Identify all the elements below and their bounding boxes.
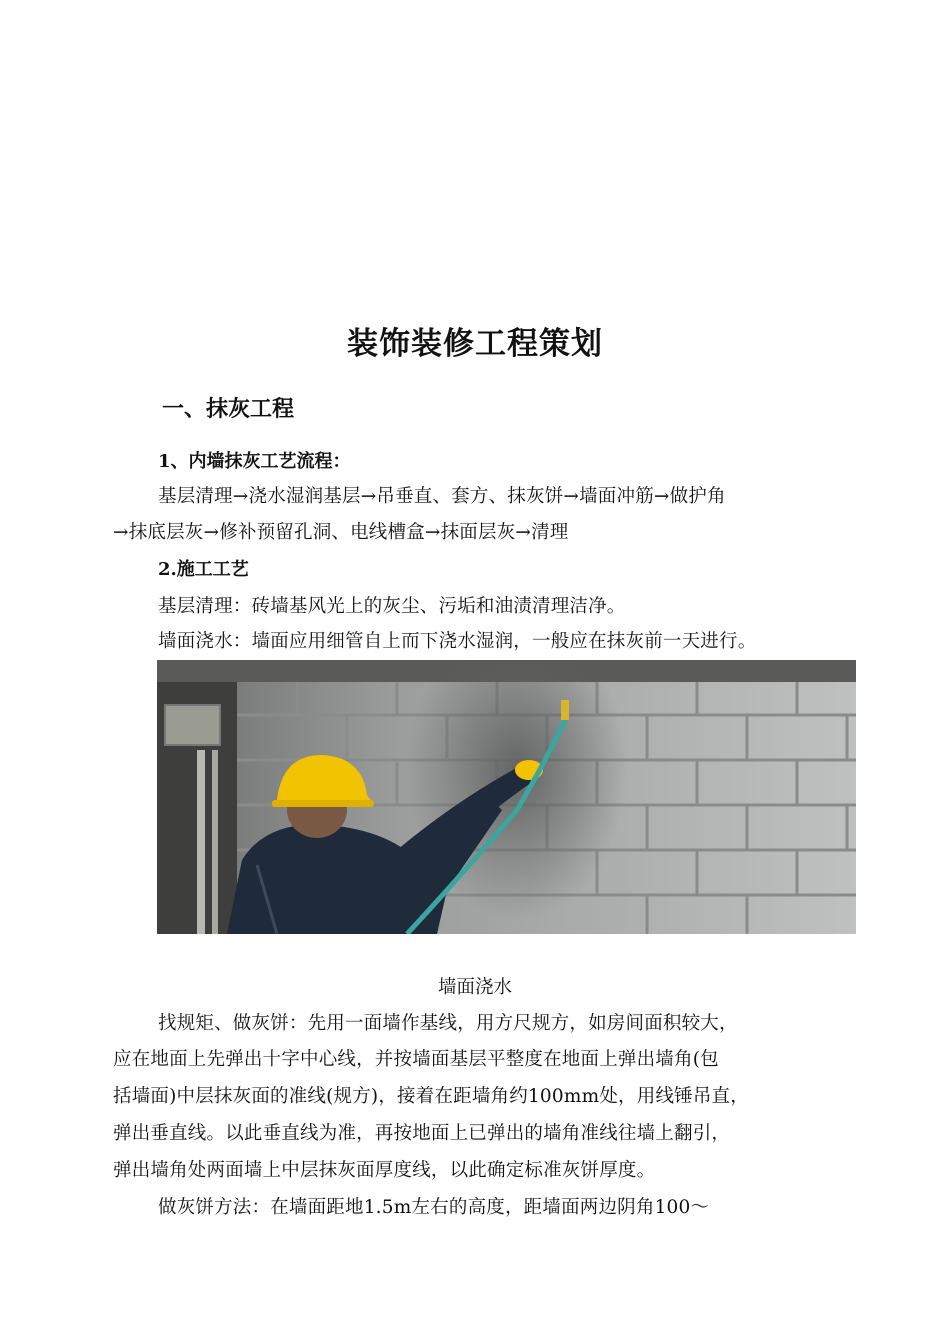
wall-watering-photo xyxy=(157,660,856,934)
paragraph-leveling-line-3: 括墙面)中层抹灰面的准线(规方)，接着在距墙角约100mm处，用线锤吊直， xyxy=(113,1086,749,1107)
paragraph-leveling-line-2: 应在地面上先弹出十字中心线，并按墙面基层平整度在地面上弹出墙角(包 xyxy=(113,1049,719,1070)
paragraph-wall-watering: 墙面浇水：墙面应用细管自上而下浇水湿润，一般应在抹灰前一天进行。 xyxy=(158,631,757,652)
paragraph-leveling-line-1: 找规矩、做灰饼：先用一面墙作基线，用方尺规方，如房间面积较大， xyxy=(158,1013,738,1034)
subheading-construction-process: 2.施工工艺 xyxy=(158,559,249,580)
flow-text-line-2: →抹底层灰→修补预留孔洞、电线槽盒→抹面层灰→清理 xyxy=(113,522,569,543)
section-heading: 一、抹灰工程 xyxy=(162,397,295,422)
photo-caption: 墙面浇水 xyxy=(437,977,512,998)
paragraph-leveling-line-5: 弹出墙角处两面墙上中层抹灰面厚度线，以此确定标准灰饼厚度。 xyxy=(113,1160,656,1181)
paragraph-plaster-cake-line-1: 做灰饼方法：在墙面距地1.5m左右的高度，距墙面两边阴角100～ xyxy=(158,1197,710,1218)
document-title: 装饰装修工程策划 xyxy=(347,326,603,362)
paragraph-leveling-line-4: 弹出垂直线。以此垂直线为准，再按地面上已弹出的墙角准线往墙上翻引， xyxy=(113,1123,731,1144)
subheading-process-flow: 1、内墙抹灰工艺流程： xyxy=(158,451,351,472)
paragraph-base-cleaning: 基层清理：砖墙基风光上的灰尘、污垢和油渍清理洁净。 xyxy=(158,596,626,617)
flow-text-line-1: 基层清理→浇水湿润基层→吊垂直、套方、抹灰饼→墙面冲筋→做护角 xyxy=(158,486,726,507)
